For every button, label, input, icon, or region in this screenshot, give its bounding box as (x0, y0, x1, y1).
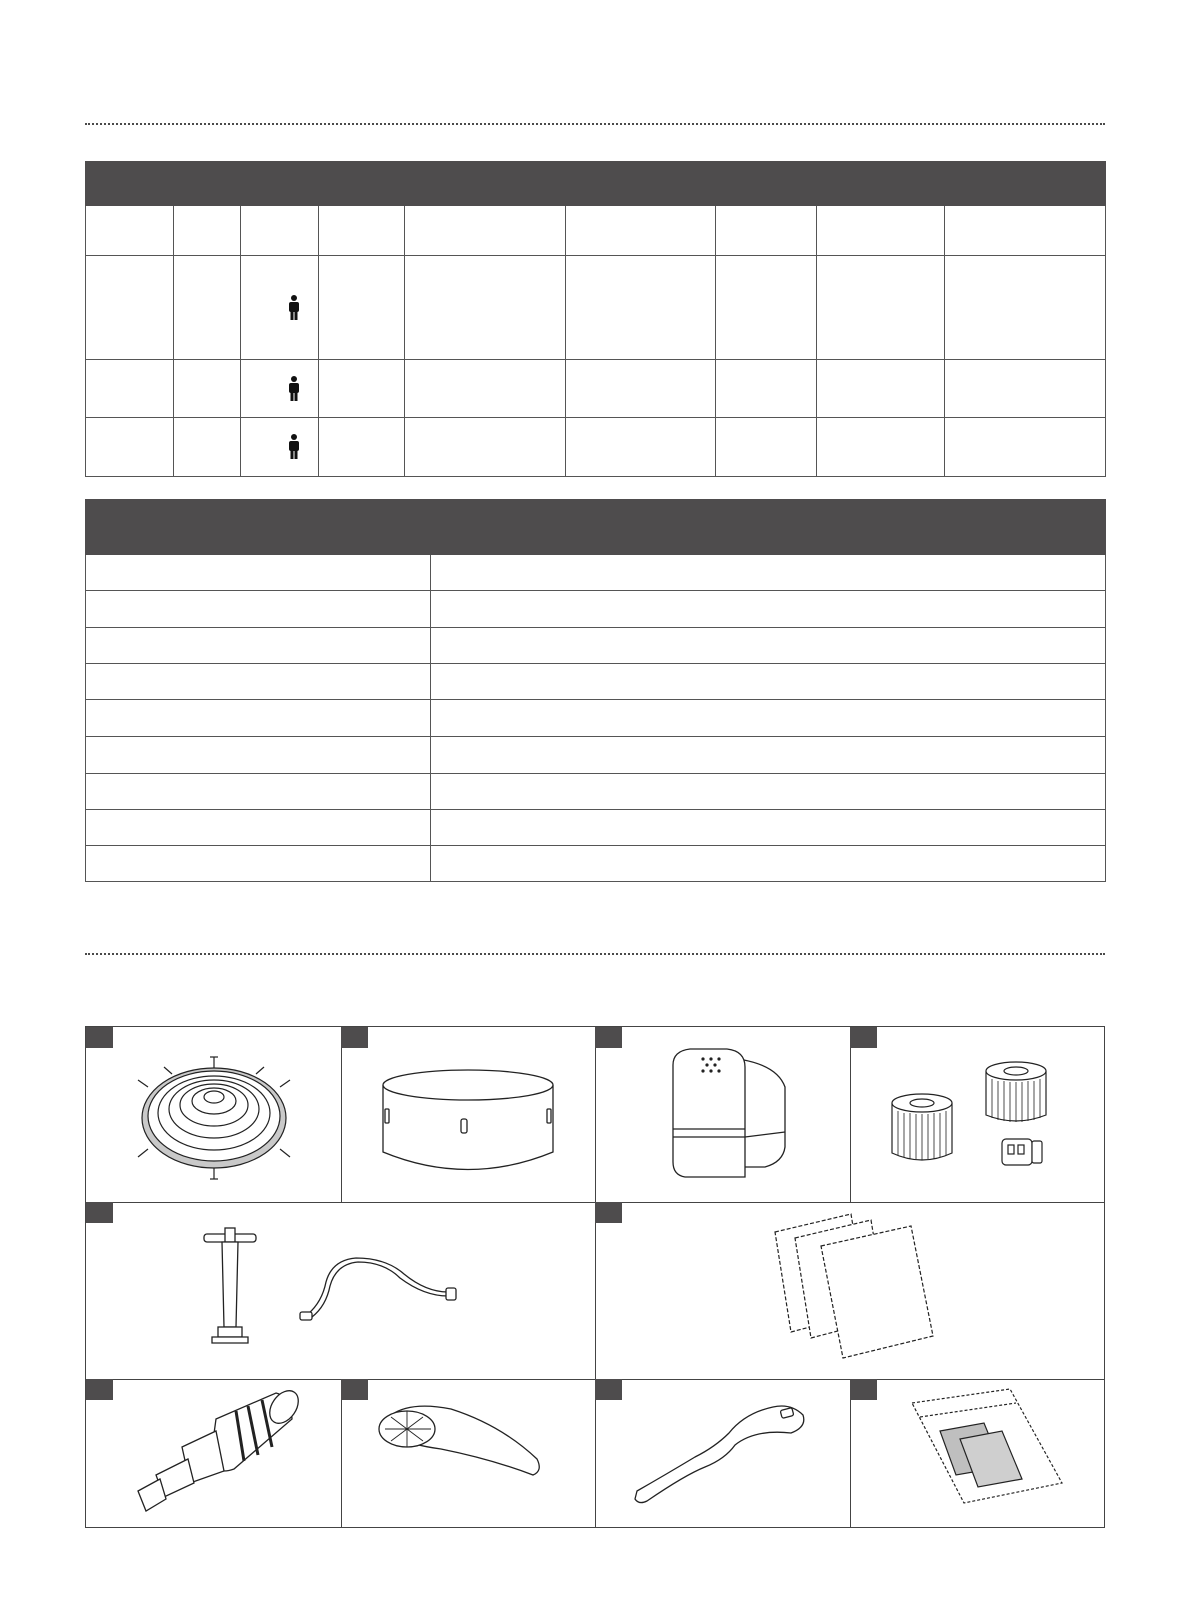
cover-valve-tool-icon (341, 1379, 595, 1527)
hand-pump-and-hose-icon (86, 1202, 595, 1379)
person-icon (288, 434, 300, 459)
part-cell-8 (341, 1379, 595, 1527)
spa-floor-base-icon (86, 1027, 341, 1202)
person-icon (288, 295, 300, 320)
part-cell-7 (86, 1379, 341, 1527)
part-cell-10 (850, 1379, 1104, 1527)
specification-table (85, 161, 1106, 477)
floor-mats-icon (595, 1202, 1104, 1379)
person-icon (288, 376, 300, 401)
table-row (86, 700, 1106, 736)
part-cell-6 (595, 1202, 1104, 1379)
header-left-cell (86, 500, 431, 555)
table-row (86, 845, 1106, 881)
part-cell-9 (595, 1379, 850, 1527)
spanner-tool-icon (595, 1379, 850, 1527)
table-row (86, 256, 1106, 360)
table-row (86, 809, 1106, 845)
header-right-cell (431, 500, 1106, 555)
part-cell-5 (86, 1202, 595, 1379)
spa-tub-wall-icon (341, 1027, 595, 1202)
part-cell-4 (850, 1027, 1104, 1202)
parts-grid (85, 1026, 1105, 1528)
table-row (86, 555, 1106, 591)
repair-patch-kit-icon (850, 1379, 1104, 1527)
pump-control-unit-icon (595, 1027, 850, 1202)
two-column-table (85, 499, 1106, 882)
filter-adapter-icon (86, 1379, 341, 1527)
spec-table-header-cell (86, 162, 1106, 206)
table-row (86, 773, 1106, 809)
spec-table-header (86, 162, 1106, 206)
part-cell-2 (341, 1027, 595, 1202)
section-dotted-rule (85, 953, 1105, 955)
spec-table-column-header-row (86, 206, 1106, 256)
table-row (86, 628, 1106, 664)
two-column-table-header (86, 500, 1106, 555)
table-row (86, 360, 1106, 417)
table-row (86, 664, 1106, 700)
table-row (86, 417, 1106, 476)
part-cell-1 (86, 1027, 341, 1202)
table-row (86, 736, 1106, 773)
top-dotted-rule (85, 123, 1105, 125)
part-cell-3 (595, 1027, 850, 1202)
filter-cartridges-icon (850, 1027, 1104, 1202)
table-row (86, 591, 1106, 628)
